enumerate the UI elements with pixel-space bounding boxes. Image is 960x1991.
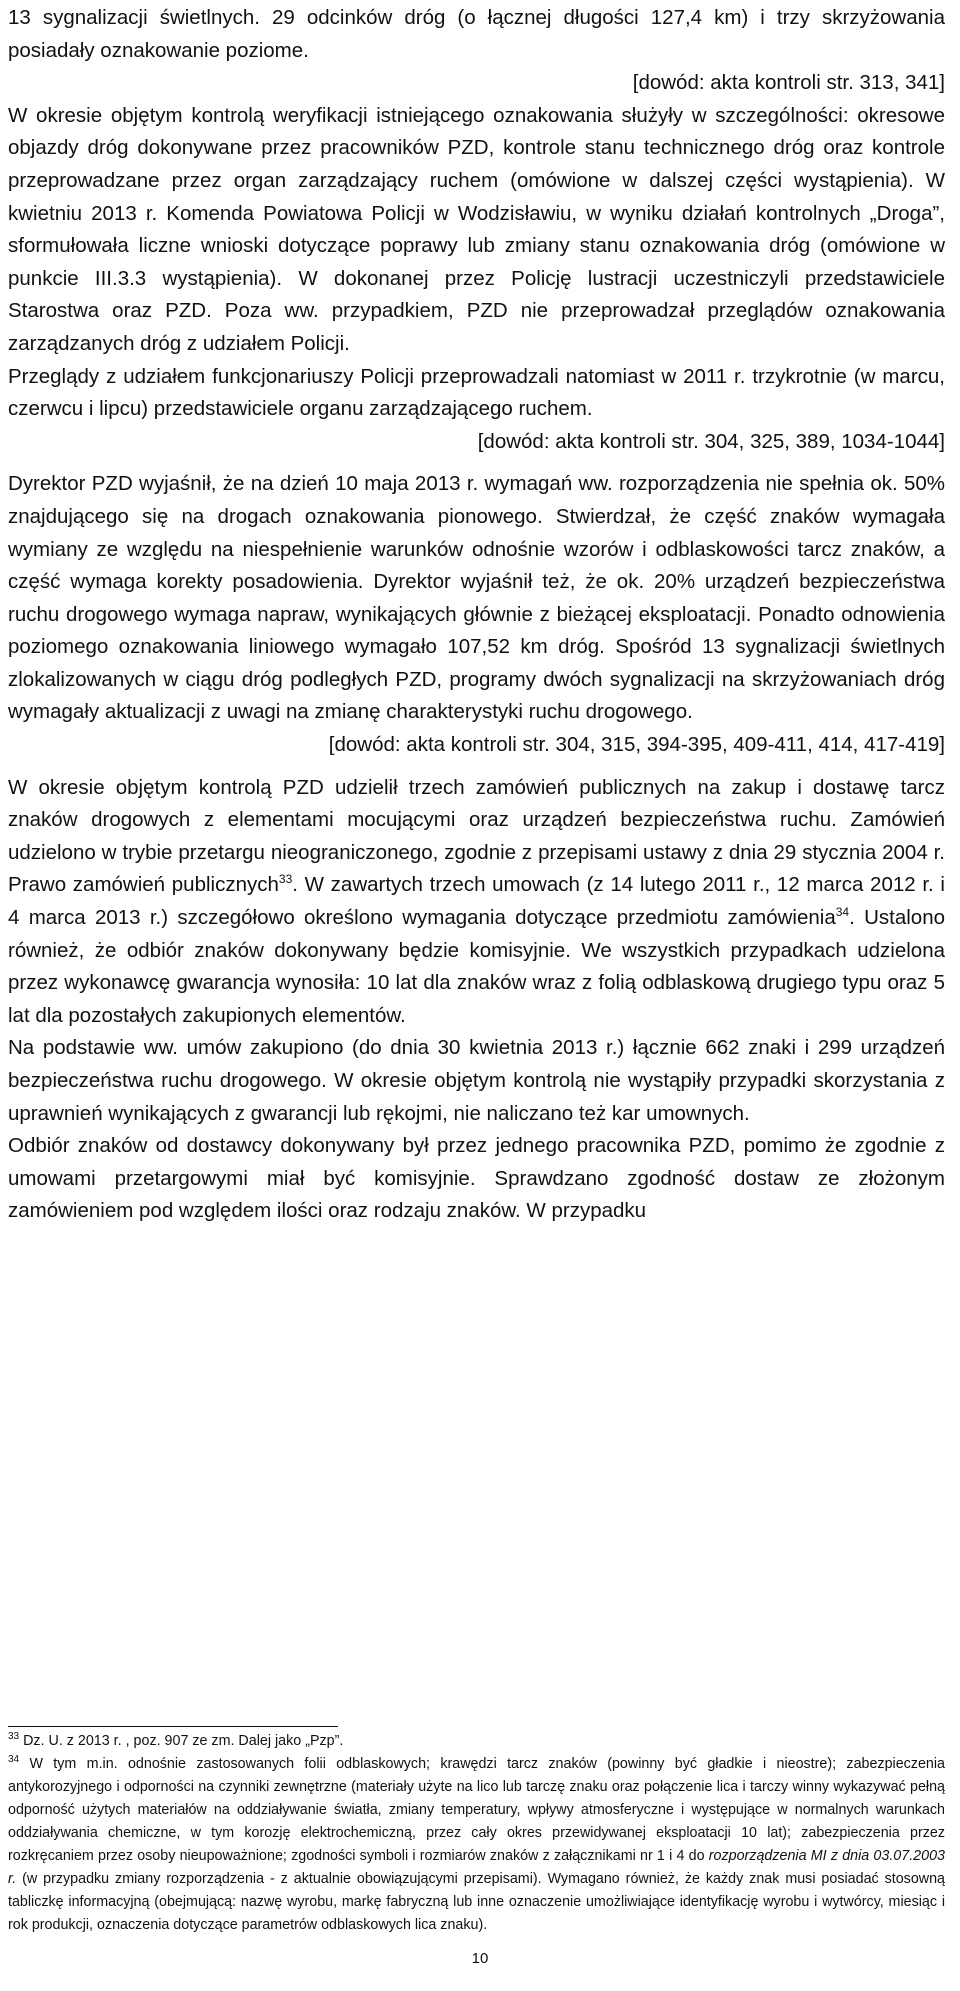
footnote-34-regulation: rozporządzenia MI z dnia 03.07.2003 r. [8,1848,945,1887]
footnote-33-mark: 33 [8,1731,20,1743]
footnote-ref-33: 33 [278,872,293,887]
paragraph-police-inspections: Przeglądy z udziałem funkcjonariuszy Policji przeprowadzali natomiast w 2011 r. trzykrotnie (w marcu, czerwcu i lipcu) przedstawiciele organu zarządzającego ruchem. [8,364,945,421]
paragraph-acceptance: Odbiór znaków od dostawcy dokonywany był przez jednego pracownika PZD, pomimo że zgodnie z umowami przetargowymi miał być komisyjnie. Sprawdzano zgodność dostaw ze złożonym zamówieniem pod względem ilości oraz rodzaju znaków. W przypadku [8,1134,945,1223]
paragraph-purchases: Na podstawie ww. umów zakupiono (do dnia 30 kwietnia 2013 r.) łącznie 662 znaki i 299 urządzeń bezpieczeństwa ruchu drogowego. W okresie objętym kontrolą nie wystąpiły przypadki skorzystania z uprawnień wynikających z gwarancji lub rękojmi, nie naliczano też kar umownych. [8,1036,945,1125]
procurement-text-b: . W zawartych trzech umowach (z 14 lutego 2011 r., 12 marca 2012 r. i 4 marca 2013 r.) szczegółowo określono wymagania dotyczące przedmiotu zamówienia [8,873,945,930]
footnote-34-mark: 34 [8,1754,20,1766]
paragraph-signal-summary: 13 sygnalizacji świetlnych. 29 odcinków dróg (o łącznej długości 127,4 km) i trzy skrzyżowania posiadały oznakowanie poziome. [8,6,945,62]
footnote-34-text-b: (w przypadku zmiany rozporządzenia - z aktualnie obowiązującymi przepisami). Wymagano również, że każdy znak musi posiadać stosowną tabliczkę informacyjną (obejmującą: nazwę wyrobu, markę fabryczną lub inne oznaczenie umożliwiające identyfikację wyrobu i wytwórcy, miesiąc i rok produkcji, oznaczenia dotyczące parametrów odblaskowych lica znaku). [8,1871,945,1933]
paragraph-public-procurement [8,772,945,1033]
page-number: 10 [471,1950,489,1967]
footnotes [8,1730,945,1937]
footnote-34 [8,1753,945,1937]
procurement-text-a: W okresie objętym kontrolą PZD udzielił trzech zamówień publicznych na zakup i dostawę tarcz znaków drogowych z elementami mocującymi oraz urządzeń bezpieczeństwa ruchu. Zamówień udzielono w trybie przetargu nieograniczonego, zgodnie z przepisami ustawy z dnia 29 stycznia 2004 r. Prawo zamówień publicznych [8,775,945,897]
footnote-34-text-a: W tym m.in. odnośnie zastosowanych folii odblaskowych; krawędzi tarcz znaków (powinny być gładkie i nieostre); zabezpieczenia antykorozyjnego i odporności na czynniki zewnętrzne (materiały użyte na lico lub tarczę znaku oraz połączenie lica i tarczy winny wykazywać pełną odporność użytych materiałów na oddziaływanie światła, zmiany temperatury, wpływy atmosferyczne i występujące w normalnych warunkach oddziaływania chemiczne, w tym korozję elektrochemiczną, przez cały okres przewidywanej eksploatacji 10 lat); zabezpieczenia przez rozkręcaniem przez osoby nieupoważnione; zgodności symboli i rozmiarów znaków z załącznikami nr 1 i 4 do [8,1756,945,1864]
footnote-33 [8,1730,945,1753]
footnote-separator [8,1726,338,1727]
main-text [8,2,945,1228]
evidence-reference-2: [dowód: akta kontroli str. 304, 325, 389, 1034-1044] [477,429,945,453]
footnote-ref-34: 34 [835,905,850,920]
footnote-33-text: Dz. U. z 2013 r. , poz. 907 ze zm. Dalej jako „Pzp”. [19,1733,344,1749]
evidence-reference-1: [dowód: akta kontroli str. 313, 341] [632,71,945,95]
evidence-reference-3: [dowód: akta kontroli str. 304, 315, 394-395, 409-411, 414, 417-419] [328,733,945,757]
paragraph-director-explanation: Dyrektor PZD wyjaśnił, że na dzień 10 maja 2013 r. wymagań ww. rozporządzenia nie spełnia ok. 50% znajdującego się na drogach oznakowania pionowego. Stwierdzał, że część znaków wymagała wymiany ze względu na niespełnienie warunków odnośnie wzorów i odblaskowości tarcz znaków, a część wymaga korekty posadowienia. Dyrektor wyjaśnił też, że ok. 20% urządzeń bezpieczeństwa ruchu drogowego wymaga napraw, wynikających głównie z bieżącej eksploatacji. Ponadto odnowienia poziomego oznakowania liniowego wymagało 107,52 km dróg. Spośród 13 sygnalizacji świetlnych zlokalizowanych w ciągu dróg podległych PZD, programy dwóch sygnalizacji na skrzyżowaniach dróg wymagały aktualizacji z uwagi na zmianę charakterystyki ruchu drogowego. [8,472,945,724]
procurement-text-c: . Ustalono również, że odbiór znaków dokonywany będzie komisyjnie. We wszystkich przypadkach udzielona przez wykonawcę gwarancja wynosiła: 10 lat dla znaków wraz z folią odblaskową drugiego typu oraz 5 lat dla pozostałych zakupionych elementów. [8,906,945,1027]
paragraph-verification: W okresie objętym kontrolą weryfikacji istniejącego oznakowania służyły w szczególności: okresowe objazdy dróg dokonywane przez pracowników PZD, kontrole stanu technicznego dróg oraz kontrole przeprowadzane przez organ zarządzający ruchem (omówione w dalszej części wystąpienia). W kwietniu 2013 r. Komenda Powiatowa Policji w Wodzisławiu, w wyniku działań kontrolnych „Droga”, sformułowała liczne wnioski dotyczące poprawy lub zmiany stanu oznakowania dróg (omówione w punkcie III.3.3 wystąpienia). W dokonanej przez Policję lustracji uczestniczyli przedstawiciele Starostwa oraz PZD. Poza ww. przypadkiem, PZD nie przeprowadzał przeglądów oznakowania zarządzanych dróg z udziałem Policji. [8,103,945,355]
